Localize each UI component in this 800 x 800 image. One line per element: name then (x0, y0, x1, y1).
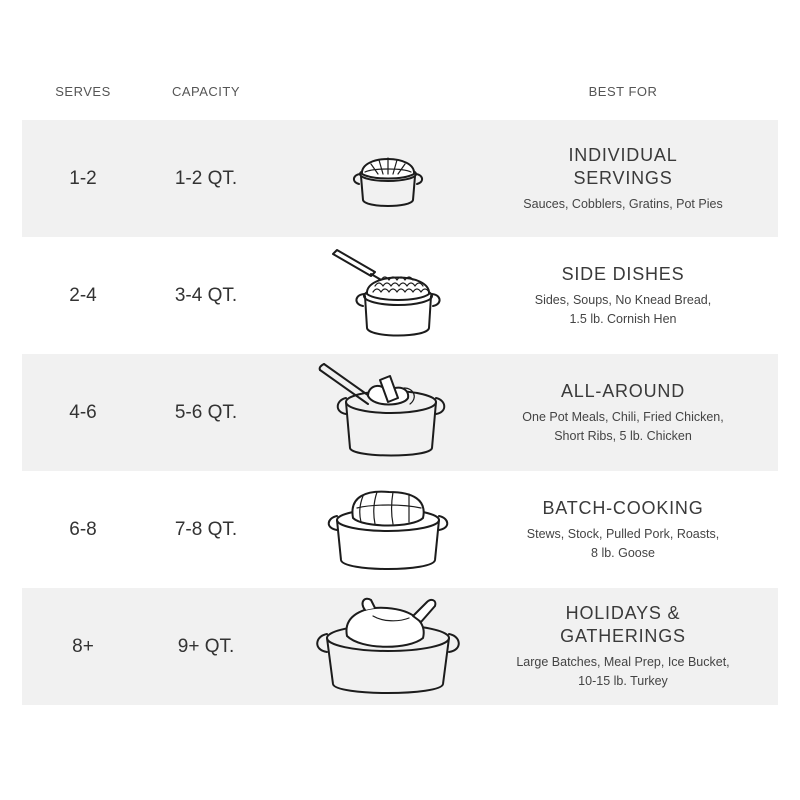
serves-value: 2-4 (69, 284, 97, 306)
pot-with-turkey-icon (313, 592, 463, 702)
best-for-description: Sides, Soups, No Knead Bread, 1.5 lb. Cornish Hen (534, 292, 712, 326)
table-row (22, 588, 778, 705)
serves-value: 8+ (72, 635, 94, 657)
capacity-value: 1-2 QT. (174, 167, 238, 189)
table-row (22, 237, 778, 354)
table-row (22, 354, 778, 471)
pot-with-spoon-icon (323, 246, 453, 346)
table-row (22, 471, 778, 588)
best-for-title: BATCH-COOKING (542, 497, 704, 518)
header-capacity: CAPACITY (171, 84, 241, 99)
header-serves: SERVES (55, 84, 111, 99)
table-header (0, 84, 800, 104)
pot-pie-icon (343, 144, 433, 214)
size-guide-table (22, 120, 778, 705)
best-for-description: Stews, Stock, Pulled Pork, Roasts, 8 lb. Goose (526, 526, 720, 560)
best-for-title: INDIVIDUAL SERVINGS (568, 144, 678, 188)
best-for-title: SIDE DISHES (561, 263, 685, 284)
serves-value: 1-2 (69, 167, 97, 189)
best-for-description: Large Batches, Meal Prep, Ice Bucket, 10-15 lb. Turkey (516, 655, 730, 688)
pot-with-roast-icon (323, 480, 453, 580)
best-for-description: One Pot Meals, Chili, Fried Chicken, Short Ribs, 5 lb. Chicken (522, 409, 724, 443)
capacity-value: 7-8 QT. (174, 518, 238, 540)
table-row (22, 120, 778, 237)
serves-value: 4-6 (69, 401, 97, 423)
serves-value: 6-8 (69, 518, 97, 540)
capacity-value: 5-6 QT. (174, 401, 238, 423)
best-for-description: Sauces, Cobblers, Gratins, Pot Pies (523, 196, 723, 211)
best-for-title: ALL-AROUND (560, 380, 686, 401)
capacity-value: 9+ QT. (177, 635, 235, 657)
header-best-for: BEST FOR (588, 84, 658, 99)
best-for-title: HOLIDAYS & GATHERINGS (560, 603, 686, 646)
capacity-value: 3-4 QT. (174, 284, 238, 306)
pot-with-tongs-icon (318, 358, 458, 468)
